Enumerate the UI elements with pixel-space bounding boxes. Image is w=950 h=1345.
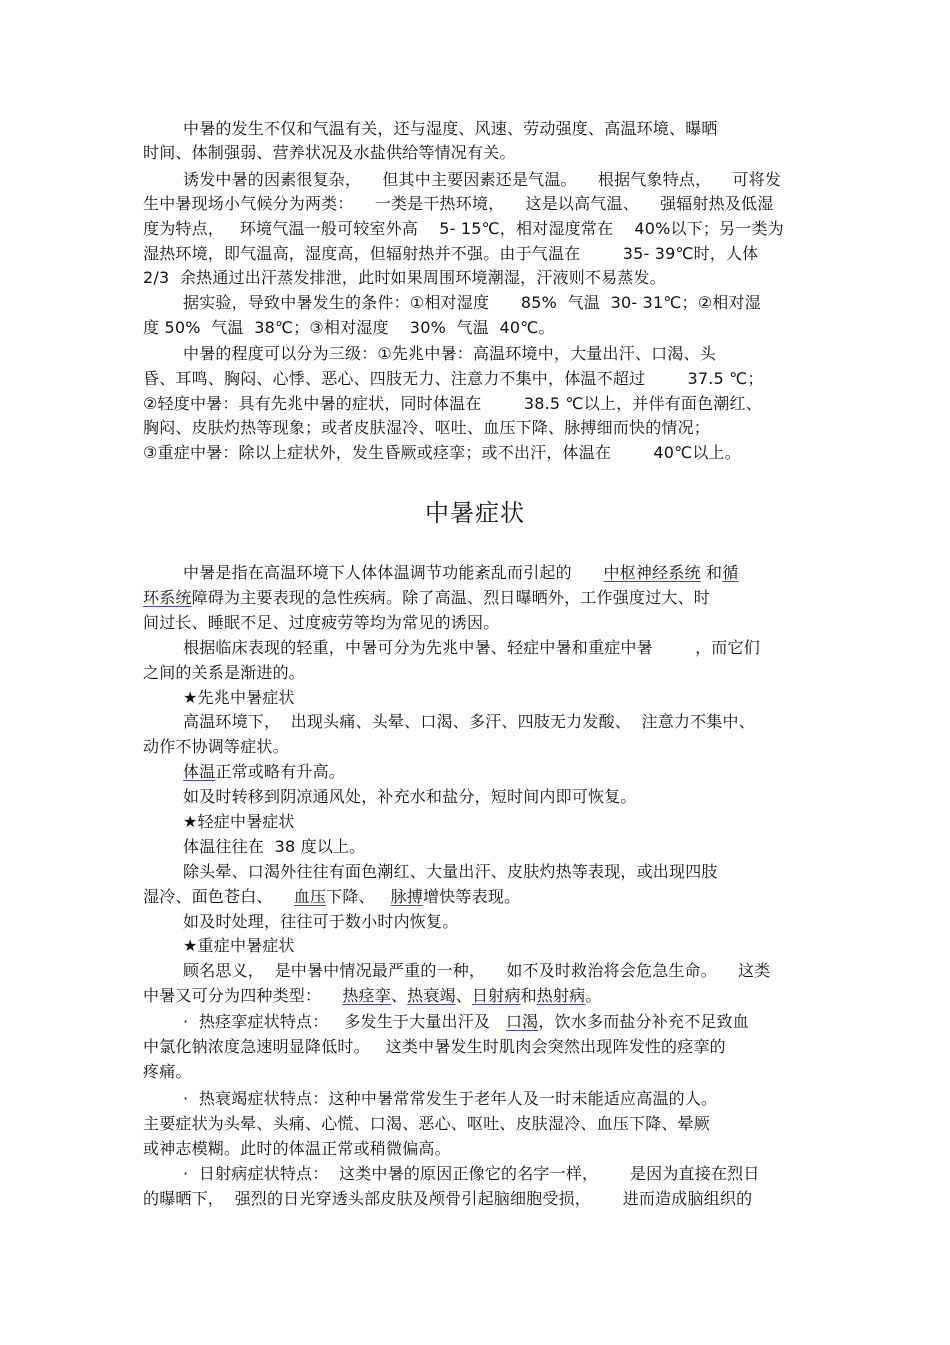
link-circulatory-system-part1[interactable]: 循 [722, 563, 739, 582]
link-heatstroke[interactable]: 热射病 [536, 986, 586, 1005]
paragraph-line: 或神志模糊。此时的体温正常或稍微偏高。 [143, 1139, 451, 1158]
paragraph-line: 昏、耳鸣、胸闷、心悸、恶心、四肢无力、注意力不集中，体温不超过 37.5 ℃； [143, 369, 764, 388]
link-thirst[interactable]: 口渴 [505, 1012, 539, 1031]
paragraph-line [143, 984, 813, 1008]
paragraph-line: 度 50% 气温 38℃；③相对湿度 30% 气温 40℃。 [143, 318, 555, 337]
text: 下降、 [326, 887, 391, 906]
subheading: ★先兆中暑症状 [183, 688, 295, 707]
paragraph-line: 中氯化钠浓度急速明显降低时。 这类中暑发生时肌肉会突然出现阵发性的痉挛的 [143, 1037, 726, 1056]
text: 、 [455, 986, 472, 1005]
paragraph-line: 根据临床表现的轻重，中暑可分为先兆中暑、轻症中暑和重症中暑 ，而它们 [183, 638, 760, 657]
paragraph-line: 时间、体制强弱、营养状况及水盐供给等情况有关。 [143, 143, 516, 162]
text: 。 [585, 986, 602, 1005]
text: 中暑又可分为四种类型： [143, 986, 343, 1005]
paragraph-line: ②轻度中暑：具有先兆中暑的症状，同时体温在 38.5 ℃以上，并伴有面色潮红、 [143, 394, 762, 413]
paragraph-line: · 热衰竭症状特点：这种中暑常常发生于老年人及一时未能适应高温的人。 [183, 1089, 718, 1108]
text: 增快等表现。 [423, 887, 521, 906]
paragraph-line: 除头晕、口渴外往往有面色潮红、大量出汗、皮肤灼热等表现，或出现四肢 [183, 862, 718, 881]
text: 和 [700, 563, 723, 582]
link-circulatory-system-part2[interactable]: 环系统 [143, 588, 192, 607]
paragraph-line [183, 561, 813, 585]
paragraph-line: 中暑的发生不仅和气温有关，还与湿度、风速、劳动强度、高温环境、曝晒 [183, 119, 718, 138]
text: · 热痉挛症状特点： 多发生于大量出汗及 [183, 1012, 506, 1031]
paragraph-line: 2/3 余热通过出汗蒸发排泄，此时如果周围环境潮湿，汗液则不易蒸发。 [143, 268, 666, 287]
subheading: ★重症中暑症状 [183, 936, 295, 955]
link-blood-pressure[interactable]: 血压 [293, 887, 327, 906]
text: 湿冷、面色苍白、 [143, 887, 294, 906]
paragraph-line: 主要症状为头晕、头痛、心慌、口渴、恶心、呕吐、皮肤湿冷、血压下降、晕厥 [143, 1114, 711, 1133]
link-central-nervous-system[interactable]: 中枢神经系统 [603, 563, 701, 582]
paragraph-line: 度为特点， 环境气温一般可较室外高 5- 15℃，相对湿度常在 40%以下；另一类为 [143, 219, 784, 238]
link-heat-cramps[interactable]: 热痉挛 [342, 986, 391, 1005]
link-pulse[interactable]: 脉搏 [390, 887, 424, 906]
paragraph-line: 顾名思义， 是中暑中情况最严重的一种， 如不及时救治将会危急生命。 这类 [183, 961, 771, 980]
paragraph-line: 间过长、睡眠不足、过度疲劳等均为常见的诱因。 [143, 613, 500, 632]
paragraph-line: 湿热环境，即气温高，湿度高，但辐射热并不强。由于气温在 35- 39℃时，人体 [143, 244, 759, 263]
paragraph-line: ③重症中暑：除以上症状外，发生昏厥或痉挛；或不出汗，体温在 40℃以上。 [143, 443, 741, 462]
paragraph-line: 疼痛。 [143, 1062, 192, 1081]
text: 和 [520, 986, 537, 1005]
paragraph-line: 诱发中暑的因素很复杂， 但其中主要因素还是气温。 根据气象特点， 可将发 [183, 170, 782, 189]
subheading: ★轻症中暑症状 [183, 812, 295, 831]
paragraph-line: 如及时处理，往往可于数小时内恢复。 [183, 912, 459, 931]
paragraph-line [183, 760, 813, 784]
text: 、 [390, 986, 408, 1005]
link-sunstroke[interactable]: 日射病 [471, 986, 521, 1005]
paragraph-line: 之间的关系是渐进的。 [143, 663, 306, 682]
paragraph-line [143, 586, 813, 610]
paragraph-line: 据实验，导致中暑发生的条件：①相对湿度 85% 气温 30- 31℃；②相对湿 [183, 293, 761, 312]
text: ，饮水多而盐分补充不足致血 [538, 1012, 749, 1031]
paragraph-line [143, 885, 813, 909]
link-heat-exhaustion[interactable]: 热衰竭 [407, 986, 456, 1005]
paragraph-line [183, 1010, 813, 1034]
paragraph-line: 生中暑现场小气候分为两类： 一类是干热环境， 这是以高气温、 强辐射热及低湿 [143, 194, 774, 213]
paragraph-line: 动作不协调等症状。 [143, 737, 289, 756]
text: 中暑是指在高温环境下人体体温调节功能紊乱而引起的 [183, 563, 604, 582]
paragraph-line: 高温环境下， 出现头痛、头晕、口渴、多汗、四肢无力发酸、 注意力不集中、 [183, 712, 755, 731]
paragraph-line: 中暑的程度可以分为三级：①先兆中暑：高温环境中，大量出汗、口渴、头 [183, 344, 716, 363]
paragraph-line: 的曝晒下， 强烈的日光穿透头部皮肤及颅骨引起脑细胞受损， 进而造成脑组织的 [143, 1189, 753, 1208]
paragraph-line: 体温往往在 38 度以上。 [183, 837, 366, 856]
section-title: 中暑症状 [425, 499, 525, 527]
paragraph-line: 胸闷、皮肤灼热等现象；或者皮肤湿冷、呕吐、血压下降、脉搏细而快的情况； [143, 418, 711, 437]
link-body-temperature[interactable]: 体温 [183, 762, 216, 781]
text: 正常或略有升高。 [215, 762, 346, 781]
paragraph-line: 如及时转移到阴凉通风处，补充水和盐分，短时间内即可恢复。 [183, 787, 637, 806]
paragraph-line: · 日射病症状特点： 这类中暑的原因正像它的名字一样， 是因为直接在烈日 [183, 1164, 760, 1183]
text: 障碍为主要表现的急性疾病。除了高温、烈日曝晒外，工作强度过大、时 [191, 588, 711, 607]
